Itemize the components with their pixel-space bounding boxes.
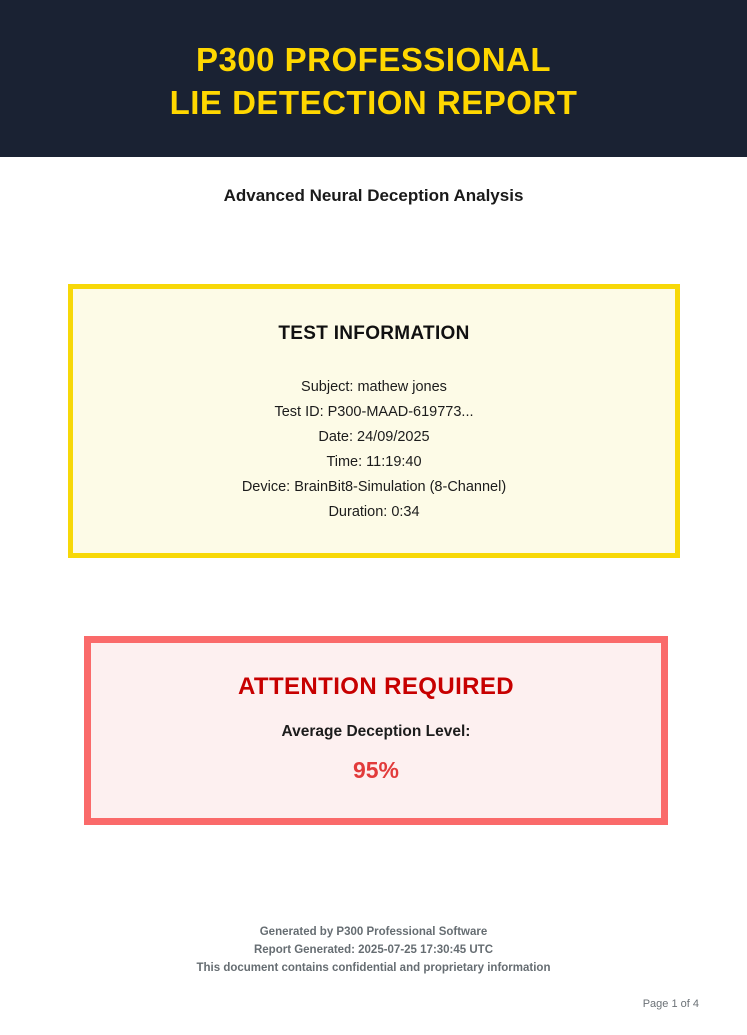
report-subtitle: Advanced Neural Deception Analysis [223,186,524,205]
attention-required-title: ATTENTION REQUIRED [237,673,515,700]
test-info-device: Device: BrainBit8-Simulation (8-Channel) [241,478,507,495]
attention-required-panel [84,636,668,825]
test-info-time: Time: 11:19:40 [326,453,422,470]
test-information-title: TEST INFORMATION [278,323,470,344]
test-info-subject: Subject: mathew jones [301,379,447,395]
test-info-test-id: Test ID: P300-MAAD-619773... [274,403,474,420]
report-header [0,0,747,157]
footer-confidentiality-notice: This document contains confidential and proprietary information [196,961,551,974]
average-deception-level-label: Average Deception Level: [281,723,471,740]
test-information-panel [68,284,680,558]
report-title-line-1: P300 PROFESSIONAL [195,41,552,79]
test-info-date: Date: 24/09/2025 [318,428,430,445]
report-title-line-2: LIE DETECTION REPORT [169,83,578,121]
average-deception-level-value: 95% [352,757,400,783]
footer-generated-by: Generated by P300 Professional Software [259,926,488,938]
footer-generated-timestamp: Report Generated: 2025-07-25 17:30:45 UTC [253,943,494,956]
page-number: Page 1 of 4 [642,998,699,1010]
test-info-duration: Duration: 0:34 [328,503,420,520]
report-footer [0,924,747,977]
